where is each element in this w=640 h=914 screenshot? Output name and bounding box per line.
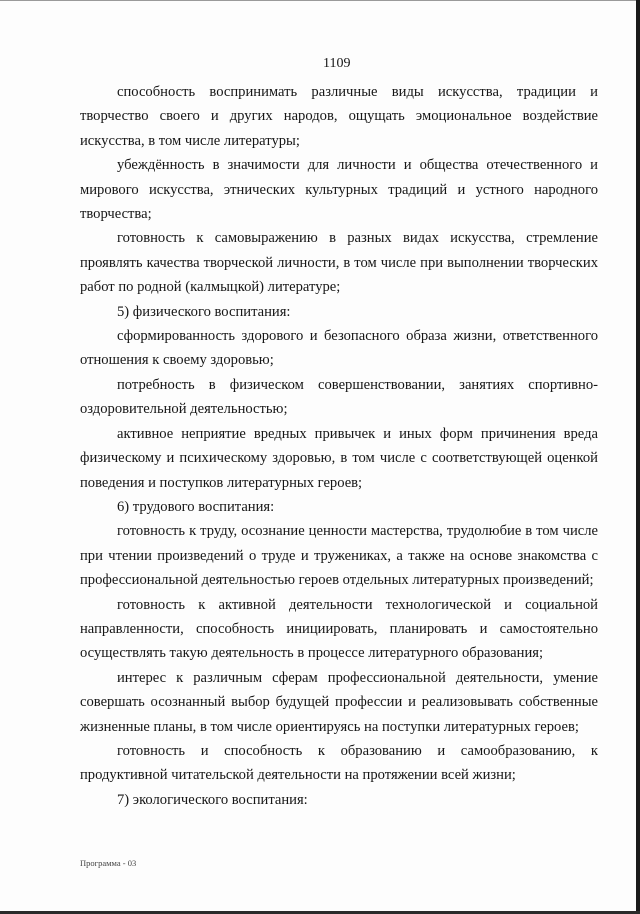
paragraph: способность воспринимать различные виды искусства, традиции и творчество своего и других народов, ощущать эмоциональное воздействие искусства, в том числе литературы; — [80, 84, 598, 149]
section-heading: 7) экологического воспитания: — [117, 791, 308, 808]
paragraph: интерес к различным сферам профессиональной деятельности, умение совершать осознанный выбор будущей профессии и реализовывать собственные жизненные планы, в том числе ориентируясь на поступки литературных героев; — [80, 669, 598, 735]
paragraph: убеждённость в значимости для личности и общества отечественного и мирового искусства, этнических культурных традиций и устного народного творчества; — [80, 157, 598, 223]
paragraph: потребность в физическом совершенствовании, занятиях спортивно-оздоровительной деятельностью; — [80, 376, 598, 418]
paragraph: готовность и способность к образованию и самообразованию, к продуктивной читательской деятельности на протяжении всей жизни; — [80, 742, 598, 784]
section-heading: 6) трудового воспитания: — [117, 498, 275, 515]
scan-edge-top — [0, 0, 640, 1]
body-text — [80, 80, 598, 812]
scan-edge-right — [636, 0, 640, 914]
footer-note: Программа - 03 — [80, 858, 137, 868]
paragraph: активное неприятие вредных привычек и иных форм причинения вреда физическому и психическому здоровью, в том числе с соответствующей оценкой поведения и поступков литературных героев; — [80, 425, 598, 491]
paragraph: готовность к самовыражению в разных видах искусства, стремление проявлять качества творческой личности, в том числе при выполнении творческих работ по родной (калмыцкой) литературе; — [80, 230, 598, 296]
paragraph: сформированность здорового и безопасного образа жизни, ответственного отношения к своему здоровью; — [80, 328, 598, 369]
section-heading: 5) физического воспитания: — [117, 303, 291, 320]
page-number: 1109 — [323, 56, 351, 71]
paragraph: готовность к активной деятельности технологической и социальной направленности, способность инициировать, планировать и самостоятельно осуществлять такую деятельность в процессе литературного образования; — [80, 596, 598, 662]
paragraph: готовность к труду, осознание ценности мастерства, трудолюбие в том числе при чтении произведений о труде и тружениках, а также на основе знакомства с профессиональной деятельностью героев отдельных литературных произведений; — [80, 523, 598, 589]
